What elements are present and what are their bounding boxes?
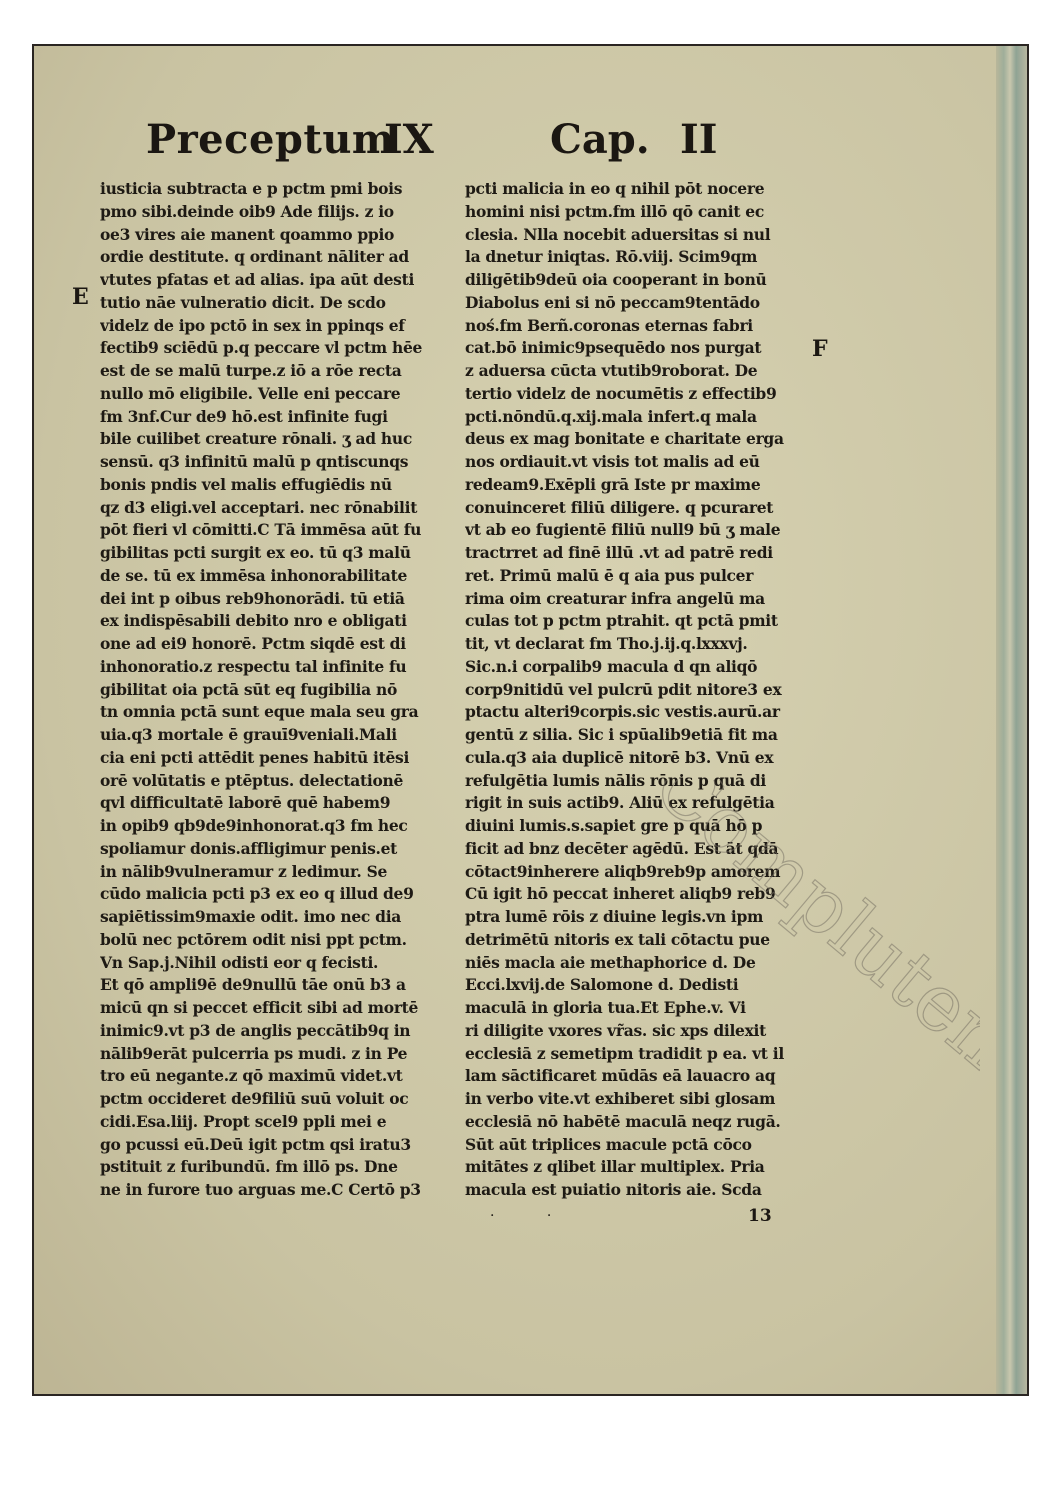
left-column-line: sensū. q3 infinitū malū p qntiscunqs <box>100 452 409 471</box>
right-column-line: ecclesiā z semetipm tradidit p ea. vt il <box>465 1043 784 1063</box>
margin-letter-left: E <box>72 284 89 310</box>
left-column-line: qvl difficultatē laborē quē habem9 <box>100 793 391 813</box>
right-column-line: maculā in gloria tua.Et Ephe.v. Vi <box>465 998 746 1017</box>
margin-letter-right: F <box>812 336 828 362</box>
left-column-line: tro eū negante.z qō maximū videt.vt <box>100 1066 403 1086</box>
left-column-line: de se. tū ex immēsa inhonorabilitate <box>100 565 408 585</box>
right-column-line: detrimētū nitoris ex tali cōtactu pue <box>465 929 770 949</box>
left-column-line: one ad ei9 honorē. Pctm siqdē est di <box>100 634 406 653</box>
left-text-column <box>100 178 450 1202</box>
right-column-line: cōtact9inherere aliqb9reb9p amorem <box>465 861 781 881</box>
right-column-line: cat.bō inimic9psequēdo nos purgat <box>465 338 762 358</box>
right-column-line: ecclesiā nō habētē maculā neqz rugā. <box>465 1111 781 1131</box>
left-column-line: qz d3 eligi.vel acceptari. nec rōnabilit <box>100 497 418 517</box>
left-column-line: ne in furore tuo arguas me.C Certō p3 <box>100 1180 421 1199</box>
left-column-line: Et qō ampli9ē de9nullū tāe onū b3 a <box>100 975 406 995</box>
right-column-line: refulgētia lumis nālis rōnis p quā di <box>465 770 767 790</box>
right-column-line: in verbo vite.vt exhiberet sibi glosam <box>465 1089 776 1108</box>
right-text-column <box>465 178 815 1202</box>
left-column-line: pmo sibi.deinde oib9 Ade filijs. z io <box>100 201 394 221</box>
left-column-line: gibilitat oia pctā sūt eq fugibilia nō <box>100 679 397 699</box>
page-edge <box>996 46 1027 1394</box>
left-column-line: oe3 vires aie manent qoammo ppio <box>100 224 395 244</box>
right-column-line: gentū z silia. Sic i spūalib9etiā fit ma <box>465 725 778 744</box>
right-column-line: redeam9.Exēpli grā Iste pr maxime <box>465 474 761 494</box>
right-column-line: ret. Primū malū ē q aia pus pulcer <box>465 565 754 585</box>
right-column-line: la dnetur iniqtas. Rō.viij. Scim9qm <box>465 247 758 267</box>
right-column-line: lam sāctificaret mūdās eā lauacro aq <box>465 1066 776 1086</box>
right-column-line: tractrret ad finē illū .vt ad patrē redi <box>465 543 773 562</box>
right-column-line: diligētib9deū oia cooperant in bonū <box>465 270 767 289</box>
right-column-line: pcti.nōndū.q.xij.mala infert.q mala <box>465 406 757 426</box>
left-column-line: videlz de ipo pctō in sex in ppinqs ef <box>100 315 405 335</box>
right-column-line: nos ordiauit.vt visis tot malis ad eū <box>465 452 760 471</box>
running-head-title: Preceptum <box>146 116 395 163</box>
left-column-line: inhonoratio.z respectu tal infinite fu <box>100 656 407 676</box>
left-column-line: tutio nāe vulneratio dicit. De scdo <box>100 292 386 312</box>
left-column-line: micū qn si peccet efficit sibi ad mortē <box>100 998 419 1017</box>
folio-number: 13 <box>748 1206 772 1226</box>
right-column-line: ptactu alteri9corpis.sic vestis.aurū.ar <box>465 702 780 722</box>
left-column-line: nālib9erāt pulcerria ps mudi. z in Pe <box>100 1043 408 1063</box>
left-column-line: fm 3nf.Cur de9 hō.est infinite fugi <box>100 406 388 426</box>
left-column-line: bolū nec pctōrem odit nisi ppt pctm. <box>100 929 407 949</box>
right-column-line: Diabolus eni si nō peccam9tentādo <box>465 292 760 312</box>
left-column-line: pōt fieri vl cōmitti.C Tā immēsa aūt fu <box>100 520 422 540</box>
right-column-line: homini nisi pctm.fm illō qō canit ec <box>465 201 764 221</box>
right-column-line: culas tot p pctm ptrahit. qt pctā pmit <box>465 611 778 631</box>
right-column-line: corp9nitidū vel pulcrū pdit nitore3 ex <box>465 679 782 699</box>
right-column-line: conuinceret filiū diligere. q pcuraret <box>465 497 774 517</box>
left-column-line: cidi.Esa.liij. Propt scel9 ppli mei e <box>100 1111 387 1131</box>
left-column-line: pstituit z furibundū. fm illō ps. Dne <box>100 1157 398 1177</box>
left-column-line: cia eni pcti attēdit penes habitū itēsi <box>100 747 410 767</box>
left-column-line: bile cuilibet creature rōnali. ʒ ad huc <box>100 429 412 449</box>
right-column-line: ficit ad bnz decēter agēdū. Est āt qdā <box>465 838 779 858</box>
right-column-line: tit, vt declarat fm Tho.j.ij.q.lxxxvj. <box>465 634 748 653</box>
right-column-line: ri diligite vxores vr̃as. sic xps dilexit <box>465 1020 766 1040</box>
right-column-line: diuini lumis.s.sapiet gre p quā hō p <box>465 816 763 835</box>
right-column-line: rigit in suis actib9. Aliū ex refulgētia <box>465 793 775 813</box>
right-column-line: clesia. Nlla nocebit aduersitas si nul <box>465 224 771 244</box>
right-column-line: niēs macla aie methaphorice d. De <box>465 952 756 972</box>
left-column-line: uia.q3 mortale ē grauī9veniali.Mali <box>100 725 397 744</box>
left-column-line: pctm occideret de9filiū suū voluit oc <box>100 1089 409 1108</box>
left-column-line: sapiētissim9maxie odit. imo nec dia <box>100 907 402 926</box>
right-column-line: Sūt aūt triplices macule pctā cōco <box>465 1134 752 1154</box>
left-column-line: orē volūtatis e ptēptus. delectationē <box>100 770 404 790</box>
left-column-line: ordie destitute. q ordinant nāliter ad <box>100 247 409 267</box>
running-head-numeral: IX <box>384 116 434 163</box>
right-column-line: Ecci.lxvij.de Salomone d. Dedisti <box>465 975 739 995</box>
right-column-line: Sic.n.i corpalib9 macula d qn aliqō <box>465 656 758 676</box>
left-column-line: nullo mō eligibile. Velle eni peccare <box>100 383 401 403</box>
left-column-line: dei int p oibus reb9honorādi. tū etiā <box>100 588 405 608</box>
left-column-line: spoliamur donis.affligimur penis.et <box>100 838 398 858</box>
right-column-line: cula.q3 aia duplicē nitorē b3. Vnū ex <box>465 747 774 767</box>
right-column-line: rima oim creaturar infra angelū ma <box>465 588 765 608</box>
left-column-line: inimic9.vt p3 de anglis peccātib9q in <box>100 1020 411 1040</box>
right-column-line: Cū igit hō peccat inheret aliqb9 reb9 <box>465 884 776 904</box>
left-column-line: cūdo malicia pcti p3 ex eo q illud de9 <box>100 884 414 904</box>
right-column-line: mitātes z qlibet illar multiplex. Pria <box>465 1157 765 1177</box>
running-head-chapter: Cap. <box>550 116 650 163</box>
footer-marks: · · <box>490 1208 576 1224</box>
left-column-line: go pcussi eū.Deū igit pctm qsi iratu3 <box>100 1134 411 1154</box>
left-column-line: in nālib9vulneramur z ledimur. Se <box>100 861 388 881</box>
running-head-chapter-numeral: II <box>680 116 718 163</box>
left-column-line: bonis pndis vel malis effugiēdis nū <box>100 474 392 494</box>
left-column-line: ex indispēsabili debito nro e obligati <box>100 611 407 631</box>
right-column-line: noś.fm Berñ.coronas eternas fabri <box>465 315 753 335</box>
running-head <box>0 116 1000 176</box>
right-column-line: z aduersa cūcta vtutib9roborat. De <box>465 361 758 380</box>
left-column-line: Vn Sap.j.Nihil odisti eor q fecisti. <box>100 952 379 972</box>
left-column-line: fectib9 sciēdū p.q peccare vl pctm hēe <box>100 338 423 358</box>
left-column-line: gibilitas pcti surgit ex eo. tū q3 malū <box>100 543 411 562</box>
left-column-line: iusticia subtracta e p pctm pmi bois <box>100 179 403 198</box>
left-column-line: tn omnia pctā sunt eque mala seu gra <box>100 702 419 722</box>
left-column-line: est de se malū turpe.z iō a rōe recta <box>100 361 402 380</box>
right-column-line: tertio videlz de nocumētis z effectib9 <box>465 383 777 403</box>
left-column-line: in opib9 qb9de9inhonorat.q3 fm hec <box>100 816 408 835</box>
right-column-line: deus ex mag bonitate e charitate erga <box>465 429 784 449</box>
right-column-line: ptra lumē rōis z diuine legis.vn ipm <box>465 907 764 926</box>
right-column-line: vt ab eo fugientē filiū null9 bū ʒ male <box>465 520 781 540</box>
right-column-line: macula est puiatio nitoris aie. Scda <box>465 1180 762 1199</box>
left-column-line: vtutes pfatas et ad alias. ipa aūt desti <box>100 270 415 289</box>
right-column-line: pcti malicia in eo q nihil pōt nocere <box>465 179 765 198</box>
